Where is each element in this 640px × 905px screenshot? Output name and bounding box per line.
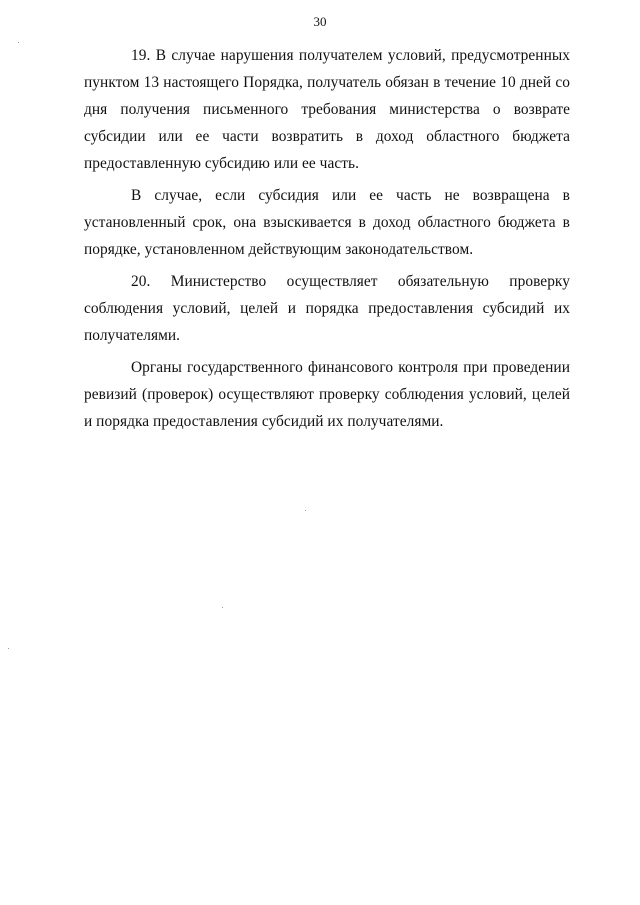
scan-speck [222,607,223,608]
scan-speck [8,648,9,649]
scan-speck [305,510,306,511]
page-number: 30 [313,14,327,29]
paragraph-19-recovery: В случае, если субсидия или ее часть не возвращена в установленный срок, она взыскивается в доход областного бюджета в порядке, установленном действующим законодательством. [84,187,570,258]
paragraph-20-inspection: 20. Министерство осуществляет обязательную проверку соблюдения условий, целей и порядка предоставления субсидий их получателями. [84,273,570,344]
paragraph-20-control-bodies: Органы государственного финансового контроля при проведении ревизий (проверок) осуществляют проверку соблюдения условий, целей и порядка предоставления субсидий их получателями. [84,359,570,430]
scan-speck [18,42,19,43]
paragraph-19-violation: 19. В случае нарушения получателем условий, предусмотренных пунктом 13 настоящего Порядка, получатель обязан в течение 10 дней со дня получения письменного требования министерства о возврате субсидии или ее части возвратить в доход областного бюджета предоставленную субсидию или ее часть. [84,47,570,172]
document-body [84,42,570,440]
